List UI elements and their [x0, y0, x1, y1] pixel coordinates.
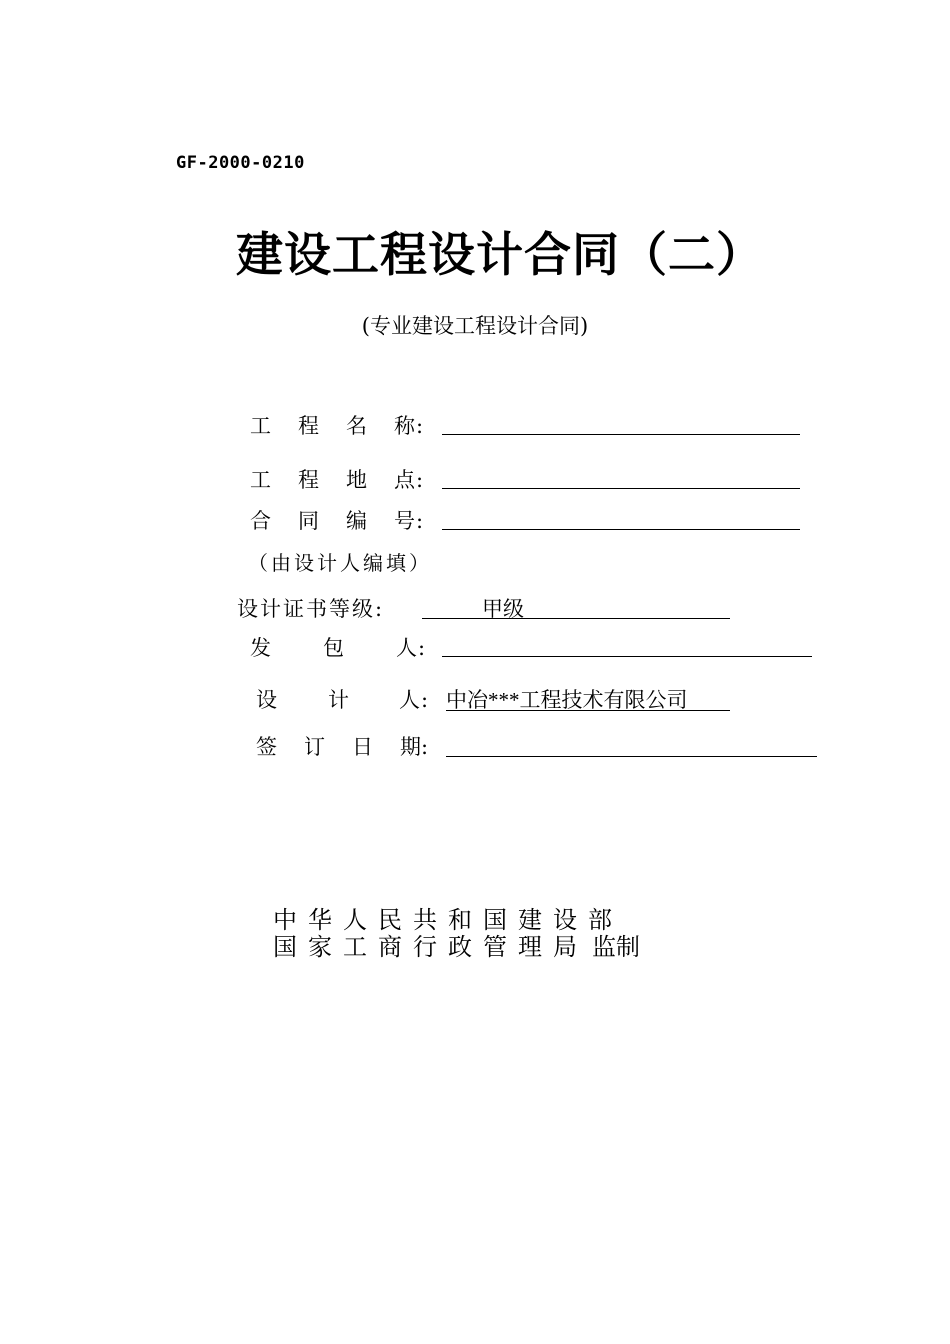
document-title: 建设工程设计合同（二） [236, 228, 764, 283]
supervision-label: 监制 [592, 933, 640, 961]
sign-date-field: 签 订 日 期 : [256, 732, 821, 762]
sign-date-underline [446, 756, 817, 757]
project-location-field: 工 程 地 点 : [250, 465, 810, 495]
issuer-saic: 国家工商行政管理局 [273, 933, 588, 961]
cert-level-label: 设计证书等级: [237, 597, 385, 621]
cert-level-field [237, 594, 737, 624]
designer-value: 中冶***工程技术有限公司 [446, 688, 688, 712]
document-subtitle: (专业建设工程设计合同) [361, 314, 589, 338]
employer-field: 发 包 人 : [250, 633, 820, 663]
project-location-underline [442, 488, 800, 489]
project-name-field: 工 程 名 称 : [250, 411, 810, 441]
contract-no-note: （由设计人编填） [248, 551, 432, 575]
designer-underline [446, 710, 730, 711]
project-name-underline [442, 434, 800, 435]
contract-no-field: 合 同 编 号 : [250, 506, 810, 536]
employer-underline [442, 656, 812, 657]
designer-field: 设 计 人 : 中冶***工程技术有限公司 [256, 685, 736, 715]
cert-level-value: 甲级 [482, 597, 524, 621]
cert-level-underline [422, 618, 730, 619]
issuer-ministry-of-construction: 中华人民共和国建设部 [273, 906, 623, 934]
contract-no-underline [442, 529, 800, 530]
footer-issuer-line2 [273, 927, 640, 962]
document-code: GF-2000-0210 [176, 153, 305, 173]
